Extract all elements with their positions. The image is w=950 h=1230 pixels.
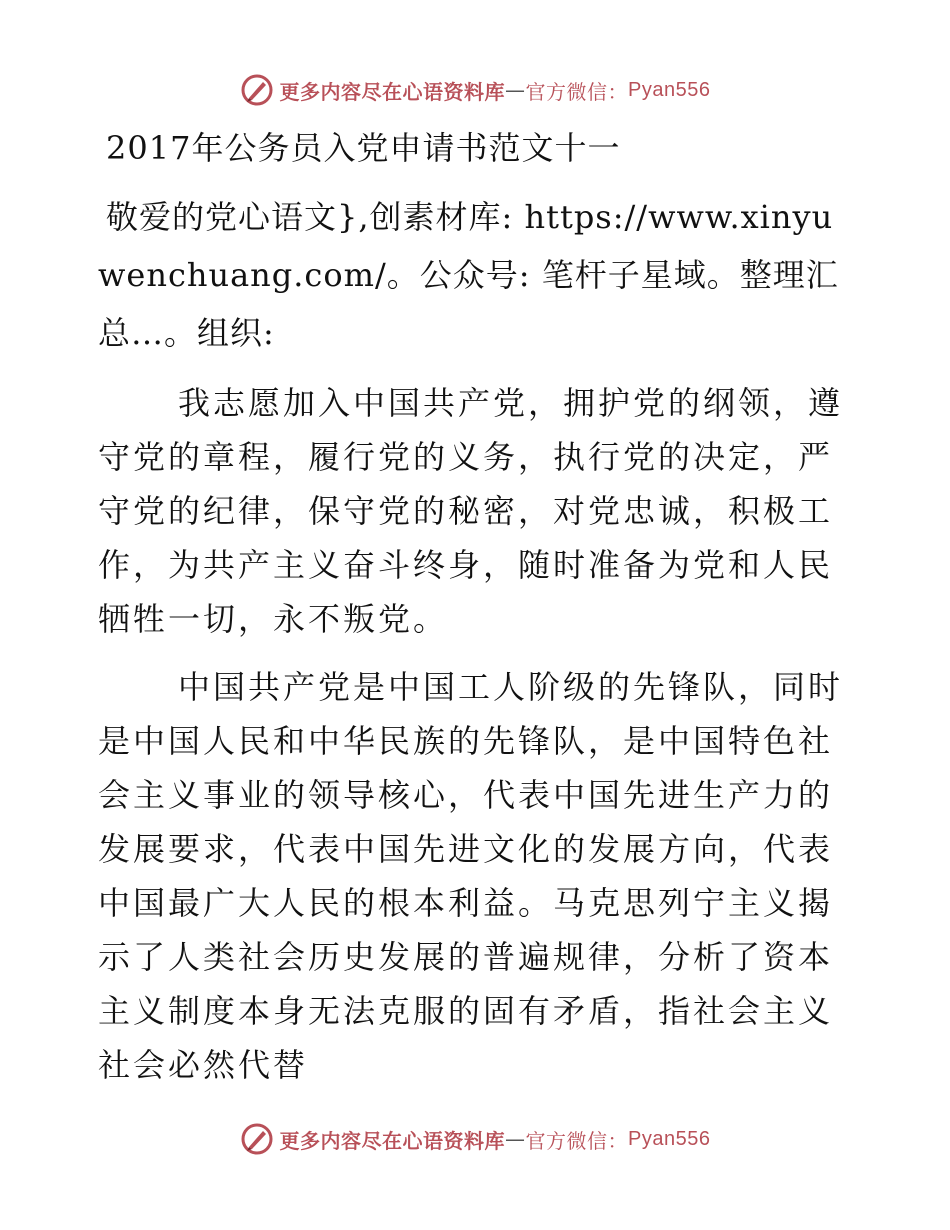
paragraph-1: 我志愿加入中国共产党，拥护党的纲领，遵守党的章程，履行党的义务，执行党的决定，严守党的纪律，保守党的秘密，对党忠诚，积极工作，为共产主义奋斗终身，随时准备为党和人民牺牲一切，永不叛党。 [98, 384, 844, 638]
footer-banner [0, 1117, 950, 1161]
salutation: 敬爱的党心语文},创素材库: https://www.xinyuwenchuang.com/。公众号: 笔杆子星域。整理汇总…。组织: [98, 198, 839, 352]
banner-wechat-label: 官方微信： [525, 79, 629, 104]
paragraph-2: 中国共产党是中国工人阶级的先锋队，同时是中国人民和中华民族的先锋队，是中国特色社会主义事业的领导核心，代表中国先进生产力的发展要求，代表中国先进文化的发展方向，代表中国最广大人民的根本利益。马克思列宁主义揭示了人类社会历史发展的普遍规律，分析了资本主义制度本身无法克服的固有矛盾，指社会主义社会必然代替 [98, 668, 844, 1084]
document-title: 2017年公务员入党申请书范文十一 [106, 129, 621, 167]
banner-main-text: 更多内容尽在心语资料库 [279, 79, 506, 104]
banner-wechat-label: 官方微信： [525, 1128, 629, 1153]
header-banner [0, 68, 950, 112]
document-body [98, 118, 858, 1092]
banner-wechat-id: Pyan556 [628, 78, 711, 101]
banner-main-text: 更多内容尽在心语资料库 [279, 1128, 506, 1153]
banner-dash: — [505, 1127, 526, 1151]
pen-logo-icon [240, 73, 274, 107]
banner-wechat-id: Pyan556 [628, 1127, 711, 1150]
banner-dash: — [505, 78, 526, 102]
pen-logo-icon [240, 1122, 274, 1156]
